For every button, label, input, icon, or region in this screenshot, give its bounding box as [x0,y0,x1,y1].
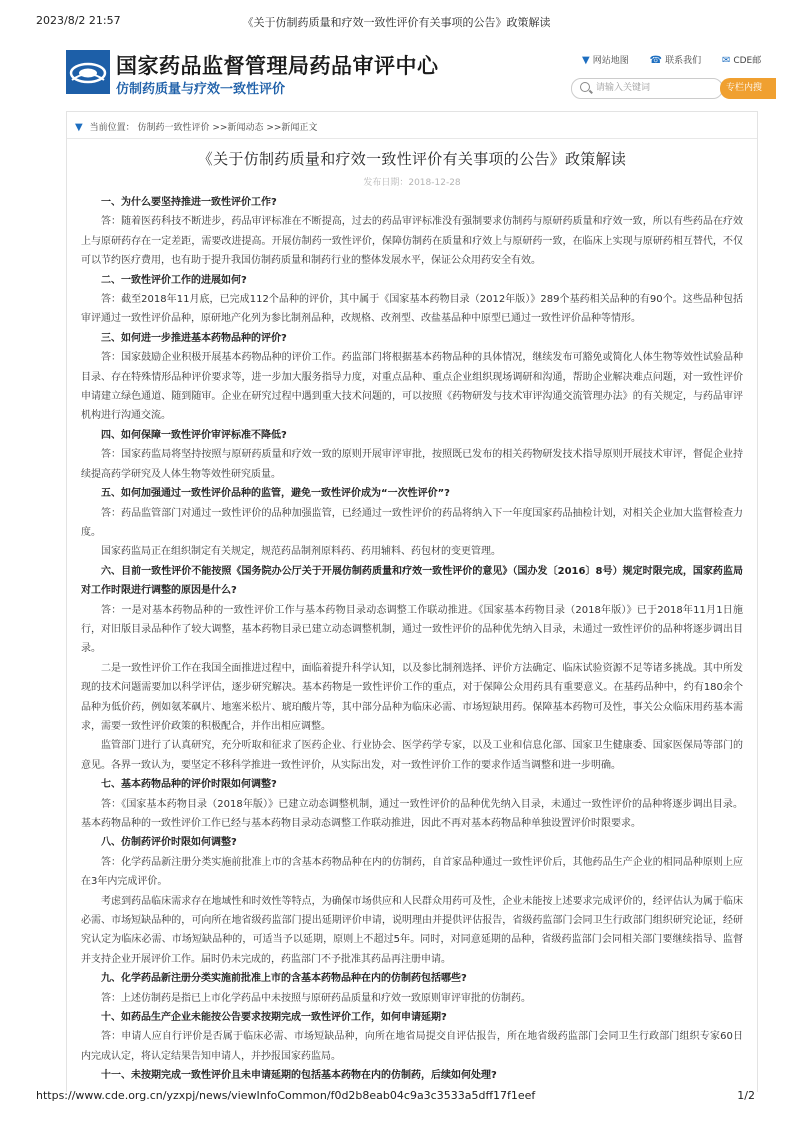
divider [67,138,757,139]
question-heading: 五、如何加强通过一致性评价品种的监管，避免一致性评价成为“一次性评价”? [101,488,450,500]
article-title: 《关于仿制药质量和疗效一致性评价有关事项的公告》政策解读 [197,150,627,168]
answer-paragraph: 答：截至2018年11月底，已完成112个品种的评价，其中属于《国家基本药物目录（2012年版）》289个基药相关品种的有90个。这些品种包括审评通过一致性评价品种，原研地产化列为参比制剂品种，改规格、改剂型、改盐基品种中原型已通过一致性评价品种等情形。 [81,294,743,325]
breadcrumb-prefix: 当前位置： [89,123,135,133]
breadcrumb-item[interactable]: >>新闻动态 [212,123,264,133]
top-links [582,53,779,66]
nmpa-logo[interactable] [66,50,110,94]
print-page-title: 《关于仿制药质量和疗效一致性评价有关事项的公告》政策解读 [242,16,551,29]
site-header [66,46,763,102]
breadcrumb-item[interactable]: 仿制药一致性评价 [137,123,210,133]
answer-paragraph: 答：药品监管部门对通过一致性评价的品种加强监管，已经通过一致性评价的药品将纳入下一年度国家药品抽检计划，对相关企业加大监督检查力度。 [81,507,743,538]
location-pin-icon: ▼ [75,122,83,133]
answer-paragraph: 国家药监局正在组织制定有关规定，规范药品制剂原料药、药用辅料、药包材的变更管理。 [101,546,501,558]
mail-icon: ✉ [721,55,731,66]
question-heading: 七、基本药物品种的评价时限如何调整? [101,779,277,791]
publish-date: 发布日期：2018-12-28 [363,178,461,188]
breadcrumb [75,120,317,133]
answer-paragraph: 答：上述仿制药是指已上市化学药品中未按照与原研药品质量和疗效一致原则审评审批的仿制药。 [101,992,531,1004]
answer-paragraph: 考虑到药品临床需求存在地域性和时效性等特点，为确保市场供应和人民群众用药可及性，企业未能按上述要求完成评价的，经评估认为属于临床必需、市场短缺品种的，可向所在地省级药监部门提出延期评价申请，说明理由并提供评估报告，省级药监部门会同卫生行政部门组织研究论证，经研究认定为临床必需、市场短缺品种的，可适当予以延期，原则上不超过5年。同时，对同意延期的品种，省级药监部门会同相关部门要继续指导、监督并支持企业开展评价工作。届时仍未完成的，药监部门不予批准其药品再注册申请。 [81,895,743,965]
question-heading: 十一、未按期完成一致性评价且未申请延期的包括基本药物在内的仿制药，后续如何处理? [101,1070,497,1082]
answer-paragraph: 答：国家药监局将坚持按照与原研药质量和疗效一致的原则开展审评审批，按照既已发布的相关药物研发技术指导原则开展技术审评，督促企业持续提高药学研究及人体生物等效性研究质量。 [81,449,743,480]
answer-paragraph: 答：《国家基本药物目录（2018年版）》已建立动态调整机制，通过一致性评价的品种优先纳入目录，未通过一致性评价的品种将逐步调出目录。基本药物品种的一致性评价工作已经与基本药物目录动态调整工作联动推进，因此不再对基本药物品种单独设置评价时限要求。 [81,798,743,829]
article-body [81,193,743,1086]
phone-icon: ☎ [649,55,663,66]
sitemap-link[interactable]: ▼ 网站地图 [582,55,629,66]
question-heading: 四、如何保障一致性评价审评标准不降低? [101,429,287,441]
answer-paragraph: 答：随着医药科技不断进步，药品审评标准在不断提高，过去的药品审评标准没有强制要求仿制药与原研药质量和疗效一致，所以有些药品在疗效上与原研药存在一定差距，需要改进提高。开展仿制药一致性评价，保障仿制药在质量和疗效上与原研药一致，在临床上实现与原研药相互替代，不仅可以节约医疗费用，也有助于提升我国仿制药质量和制药行业的整体发展水平，保证公众用药安全有效。 [81,216,743,267]
answer-paragraph: 答：化学药品新注册分类实施前批准上市的含基本药物品种在内的仿制药，自首家品种通过一致性评价后，其他药品生产企业的相同品种原则上应在3年内完成评价。 [81,856,743,888]
search-input[interactable] [596,81,716,95]
special-search-button[interactable]: 专栏内搜 [720,78,776,99]
location-pin-icon: ▼ [582,55,590,66]
page-url: https://www.cde.org.cn/yzxpj/news/viewInfoCommon/f0d2b8eab04c9a3c3533a5dff17f1eef [36,1089,536,1102]
cde-mail-link[interactable]: ✉ CDE邮 [721,55,762,66]
question-heading: 八、仿制药评价时限如何调整? [101,837,237,849]
question-heading: 一、为什么要坚持推进一致性评价工作? [101,197,277,208]
article-container [66,111,758,1092]
search-box [571,78,723,99]
breadcrumb-item: >>新闻正文 [266,123,318,133]
search-icon[interactable] [580,82,590,92]
subsite-title[interactable]: 仿制药质量与疗效一致性评价 [116,82,286,97]
answer-paragraph: 监管部门进行了认真研究，充分听取和征求了医药企业、行业协会、医学药学专家，以及工业和信息化部、国家卫生健康委、国家医保局等部门的意见。各界一致认为，要坚定不移科学推进一致性评价，从实际出发，对一致性评价工作的要求作适当调整和进一步明确。 [81,740,743,771]
answer-paragraph: 二是一致性评价工作在我国全面推进过程中，面临着提升科学认知，以及参比制剂选择、评价方法确定、临床试验资源不足等诸多挑战。其中所发现的技术问题需要加以科学评估，逐步研究解决。基本药物是一致性评价工作的重点，对于保障公众用药具有重要意义。在基药品种中，约有180余个品种为低价药，例如氨苯砜片、地塞米松片、琥珀酸片等，其中部分品种为临床必需、市场短缺用药。保障基本药物可及性，事关公众临床用药基本需求，需要一致性评价政策的积极配合，并作出相应调整。 [81,662,743,732]
question-heading: 二、一致性评价工作的进展如何? [101,274,247,286]
contact-link[interactable]: ☎ 联系我们 [649,55,702,66]
question-heading: 三、如何进一步推进基本药物品种的评价? [101,332,287,344]
question-heading: 九、化学药品新注册分类实施前批准上市的含基本药物品种在内的仿制药包括哪些? [101,973,467,985]
answer-paragraph: 答：国家鼓励企业积极开展基本药物品种的评价工作。药监部门将根据基本药物品种的具体情况，继续发布可豁免或简化人体生物等效性试验品种目录、存在特殊情形品种评价要求等，进一步加大服务指导力度，对重点品种、重点企业组织现场调研和沟通，帮助企业解决难点问题，对一致性评价申请建立绿色通道、随到随审。企业在研究过程中遇到重大技术问题的，可以按照《药物研发与技术审评沟通交流管理办法》的有关规定，与药品审评机构进行沟通交流。 [81,352,743,422]
question-heading: 十、如药品生产企业未能按公告要求按期完成一致性评价工作，如何申请延期? [101,1012,447,1024]
org-name: 国家药品监督管理局药品审评中心 [116,54,439,78]
answer-paragraph: 答：申请人应自行评价是否属于临床必需、市场短缺品种，向所在地省局提交自评估报告，所在地省级药监部门会同卫生行政部门组织专家60日内完成认定，将认定结果告知申请人，并抄报国家药监局。 [81,1031,743,1062]
answer-paragraph: 答：一是对基本药物品种的一致性评价工作与基本药物目录动态调整工作联动推进。《国家基本药物目录（2018年版）》已于2018年11月1日施行，对旧版目录品种作了较大调整，基本药物目录已建立动态调整机制，通过一致性评价的品种优先纳入目录，未通过一致性评价的品种将逐步调出目录。 [81,604,743,655]
print-datetime: 2023/8/2 21:57 [36,14,121,27]
page-number: 1/2 [737,1089,755,1102]
question-heading: 六、目前一致性评价不能按照《国务院办公厅关于开展仿制药质量和疗效一致性评价的意见》（国办发〔2016〕8号）规定时限完成，国家药监局对工作时限进行调整的原因是什么? [81,565,743,597]
